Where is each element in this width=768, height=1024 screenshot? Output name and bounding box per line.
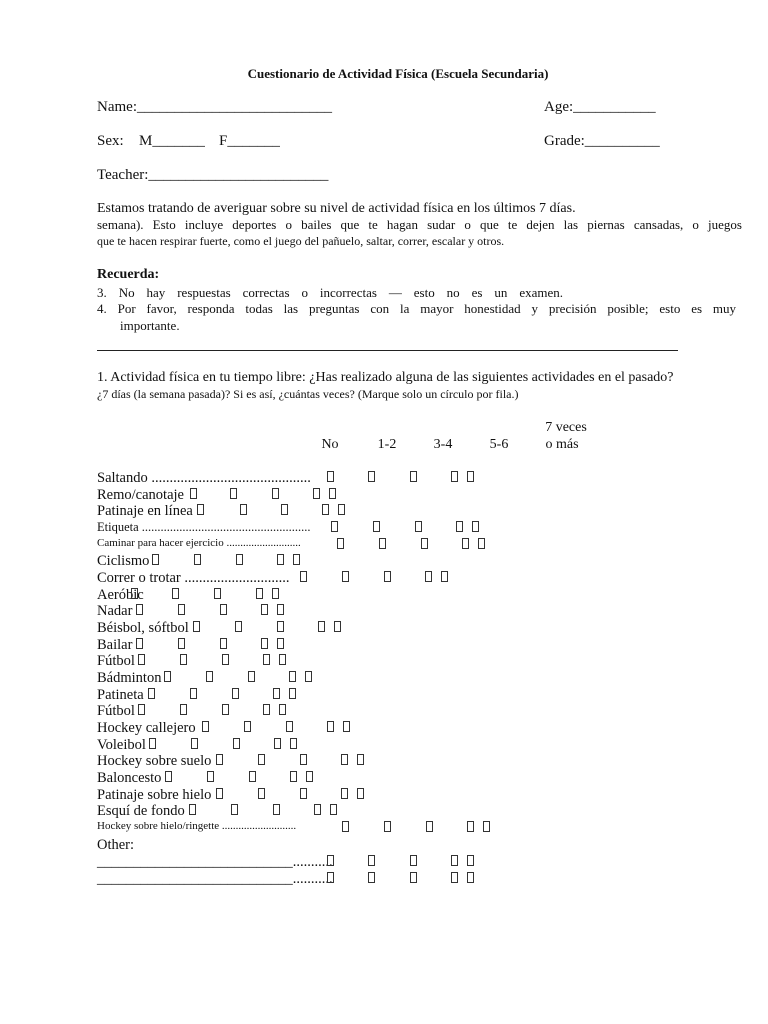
remember-heading: Recuerda: (97, 267, 160, 282)
checkbox-1-2[interactable] (258, 754, 265, 765)
checkbox-no[interactable] (138, 704, 145, 715)
activity-label: Béisbol, sóftbol (97, 620, 189, 636)
activity-label: Voleibol (97, 737, 146, 753)
sex-m-field[interactable]: M_______ (139, 133, 205, 149)
col-header-o-mas: o más (545, 437, 579, 452)
checkbox-5-6a[interactable] (289, 671, 296, 682)
activity-label: Saltando ............................................ (97, 470, 311, 486)
checkbox-3-4[interactable] (426, 821, 433, 832)
intro-line-2: semana). Esto incluye deportes o bailes que te hagan sudar o que te dejen las piernas cansadas, o juegos (97, 217, 742, 232)
intro-line-3: que te hacen respirar fuerte, como el juego del pañuelo, saltar, correr, escalar y otros. (97, 234, 505, 248)
checkbox-no[interactable] (136, 604, 143, 615)
checkbox-5-6a[interactable] (456, 521, 463, 532)
checkbox-no[interactable] (193, 621, 200, 632)
checkbox-1-2[interactable] (368, 872, 375, 883)
checkbox-5-6b[interactable] (467, 872, 474, 883)
checkbox-5-6a[interactable] (274, 738, 281, 749)
checkbox-3-4[interactable] (249, 771, 256, 782)
checkbox-3-4[interactable] (277, 621, 284, 632)
activity-label: Hockey sobre suelo (97, 753, 212, 769)
activity-label: Bailar (97, 637, 133, 653)
activity-label: ___________________________........... (97, 871, 333, 887)
checkbox-1-2[interactable] (384, 821, 391, 832)
checkbox-3-4[interactable] (410, 872, 417, 883)
checkbox-5-6b[interactable] (272, 588, 279, 599)
checkbox-3-4[interactable] (273, 804, 280, 815)
checkbox-5-6b[interactable] (478, 538, 485, 549)
checkbox-no[interactable] (165, 771, 172, 782)
checkbox-3-4[interactable] (220, 604, 227, 615)
checkbox-5-6a[interactable] (313, 488, 320, 499)
activity-label: Fútbol (97, 703, 135, 719)
checkbox-5-6b[interactable] (357, 754, 364, 765)
checkbox-no[interactable] (152, 554, 159, 565)
checkbox-no[interactable] (190, 488, 197, 499)
checkbox-1-2[interactable] (190, 688, 197, 699)
activity-label: ___________________________........... (97, 854, 333, 870)
checkbox-5-6b[interactable] (472, 521, 479, 532)
checkbox-no[interactable] (149, 738, 156, 749)
checkbox-1-2[interactable] (258, 788, 265, 799)
checkbox-no[interactable] (131, 588, 138, 599)
checkbox-no[interactable] (342, 821, 349, 832)
activity-label: Patineta (97, 687, 144, 703)
activity-label: Remo/canotaje (97, 487, 184, 503)
checkbox-3-4[interactable] (214, 588, 221, 599)
checkbox-1-2[interactable] (172, 588, 179, 599)
checkbox-no[interactable] (197, 504, 204, 515)
activity-label: Caminar para hacer ejercicio ........................... (97, 537, 301, 549)
checkbox-5-6b[interactable] (277, 638, 284, 649)
activity-label: Patinaje sobre hielo (97, 787, 212, 803)
checkbox-3-4[interactable] (281, 504, 288, 515)
checkbox-3-4[interactable] (410, 471, 417, 482)
checkbox-1-2[interactable] (342, 571, 349, 582)
activity-label: Ciclismo (97, 553, 150, 569)
remember-item-4: 4. Por favor, responda todas las preguntas con la mayor honestidad y precisión posible; esto es muy (97, 301, 736, 316)
checkbox-1-2[interactable] (178, 638, 185, 649)
checkbox-3-4[interactable] (286, 721, 293, 732)
age-field[interactable]: Age:___________ (544, 99, 656, 115)
checkbox-5-6a[interactable] (314, 804, 321, 815)
checkbox-5-6a[interactable] (341, 754, 348, 765)
checkbox-5-6b[interactable] (293, 554, 300, 565)
checkbox-5-6b[interactable] (357, 788, 364, 799)
checkbox-5-6a[interactable] (318, 621, 325, 632)
activity-label: Etiqueta ...................................................... (97, 520, 311, 534)
activity-label: Baloncesto (97, 770, 162, 786)
activity-label: Hockey sobre hielo/ringette ........................... (97, 820, 297, 832)
checkbox-no[interactable] (136, 638, 143, 649)
checkbox-5-6a[interactable] (322, 504, 329, 515)
sex-f-field[interactable]: F_______ (219, 133, 280, 149)
name-field[interactable]: Name:__________________________ (97, 99, 332, 115)
checkbox-5-6a[interactable] (261, 638, 268, 649)
activity-label: Nadar (97, 603, 133, 619)
checkbox-5-6b[interactable] (441, 571, 448, 582)
checkbox-3-4[interactable] (248, 671, 255, 682)
checkbox-5-6a[interactable] (277, 554, 284, 565)
checkbox-5-6a[interactable] (273, 688, 280, 699)
teacher-field[interactable]: Teacher:________________________ (97, 167, 329, 183)
checkbox-no[interactable] (148, 688, 155, 699)
checkbox-5-6a[interactable] (256, 588, 263, 599)
checkbox-no[interactable] (164, 671, 171, 682)
checkbox-5-6a[interactable] (451, 872, 458, 883)
checkbox-5-6b[interactable] (467, 855, 474, 866)
checkbox-5-6a[interactable] (425, 571, 432, 582)
checkbox-1-2[interactable] (379, 538, 386, 549)
checkbox-5-6a[interactable] (290, 771, 297, 782)
checkbox-1-2[interactable] (180, 704, 187, 715)
checkbox-5-6a[interactable] (327, 721, 334, 732)
intro-line-1: Estamos tratando de averiguar sobre su nivel de actividad física en los últimos 7 días. (97, 201, 576, 216)
remember-item-3: 3. No hay respuestas correctas o incorrectas — esto no es un examen. (97, 285, 563, 300)
checkbox-5-6a[interactable] (263, 704, 270, 715)
checkbox-1-2[interactable] (368, 471, 375, 482)
activity-label: Hockey callejero (97, 720, 196, 736)
checkbox-3-4[interactable] (232, 688, 239, 699)
activity-label: Fútbol (97, 653, 135, 669)
checkbox-5-6b[interactable] (338, 504, 345, 515)
checkbox-3-4[interactable] (222, 704, 229, 715)
sex-label: Sex: (97, 133, 124, 149)
checkbox-3-4[interactable] (222, 654, 229, 665)
question-1-line-2: ¿7 días (la semana pasada)? Si es así, ¿cuántas veces? (Marque solo un círculo por fila.) (97, 387, 519, 401)
checkbox-1-2[interactable] (207, 771, 214, 782)
checkbox-5-6b[interactable] (329, 488, 336, 499)
checkbox-5-6b[interactable] (343, 721, 350, 732)
checkbox-no[interactable] (337, 538, 344, 549)
checkbox-1-2[interactable] (368, 855, 375, 866)
checkbox-no[interactable] (327, 471, 334, 482)
checkbox-1-2[interactable] (206, 671, 213, 682)
activity-label: Bádminton (97, 670, 162, 686)
col-header-7-veces: 7 veces (545, 420, 587, 435)
checkbox-5-6b[interactable] (305, 671, 312, 682)
checkbox-1-2[interactable] (244, 721, 251, 732)
checkbox-3-4[interactable] (300, 788, 307, 799)
checkbox-3-4[interactable] (272, 488, 279, 499)
checkbox-no[interactable] (138, 654, 145, 665)
checkbox-5-6b[interactable] (290, 738, 297, 749)
col-header-3-4: 3-4 (433, 437, 453, 452)
checkbox-5-6b[interactable] (483, 821, 490, 832)
checkbox-1-2[interactable] (231, 804, 238, 815)
divider-line (97, 350, 678, 351)
checkbox-5-6b[interactable] (334, 621, 341, 632)
checkbox-1-2[interactable] (191, 738, 198, 749)
checkbox-5-6b[interactable] (330, 804, 337, 815)
checkbox-1-2[interactable] (240, 504, 247, 515)
checkbox-5-6b[interactable] (467, 471, 474, 482)
checkbox-5-6a[interactable] (341, 788, 348, 799)
activity-label: Patinaje en línea (97, 503, 193, 519)
activity-label: Other: (97, 837, 135, 853)
checkbox-5-6a[interactable] (462, 538, 469, 549)
checkbox-3-4[interactable] (220, 638, 227, 649)
checkbox-5-6b[interactable] (279, 704, 286, 715)
checkbox-no[interactable] (331, 521, 338, 532)
col-header-5-6: 5-6 (489, 437, 509, 452)
remember-item-4-cont: importante. (120, 318, 180, 333)
checkbox-no[interactable] (300, 571, 307, 582)
checkbox-5-6a[interactable] (467, 821, 474, 832)
checkbox-no[interactable] (216, 754, 223, 765)
activity-label: Aeróbic (97, 587, 144, 603)
checkbox-1-2[interactable] (178, 604, 185, 615)
checkbox-5-6a[interactable] (263, 654, 270, 665)
checkbox-1-2[interactable] (230, 488, 237, 499)
checkbox-3-4[interactable] (233, 738, 240, 749)
checkbox-3-4[interactable] (300, 754, 307, 765)
checkbox-5-6b[interactable] (306, 771, 313, 782)
col-header-no: No (321, 437, 339, 452)
checkbox-no[interactable] (216, 788, 223, 799)
checkbox-5-6a[interactable] (261, 604, 268, 615)
checkbox-5-6a[interactable] (451, 471, 458, 482)
col-header-1-2: 1-2 (377, 437, 397, 452)
checkbox-no[interactable] (327, 872, 334, 883)
checkbox-3-4[interactable] (384, 571, 391, 582)
checkbox-5-6b[interactable] (289, 688, 296, 699)
checkbox-5-6b[interactable] (279, 654, 286, 665)
checkbox-5-6b[interactable] (277, 604, 284, 615)
activity-label: Correr o trotar ............................. (97, 570, 290, 586)
checkbox-1-2[interactable] (194, 554, 201, 565)
checkbox-3-4[interactable] (410, 855, 417, 866)
checkbox-no[interactable] (189, 804, 196, 815)
checkbox-1-2[interactable] (180, 654, 187, 665)
grade-field[interactable]: Grade:__________ (544, 133, 660, 149)
checkbox-1-2[interactable] (373, 521, 380, 532)
checkbox-3-4[interactable] (415, 521, 422, 532)
checkbox-3-4[interactable] (421, 538, 428, 549)
checkbox-5-6a[interactable] (451, 855, 458, 866)
page-title: Cuestionario de Actividad Física (Escuela Secundaria) (247, 66, 549, 81)
checkbox-no[interactable] (327, 855, 334, 866)
activity-label: Esquí de fondo (97, 803, 185, 819)
checkbox-3-4[interactable] (236, 554, 243, 565)
checkbox-no[interactable] (202, 721, 209, 732)
question-1-line-1: 1. Actividad física en tu tiempo libre: ¿Has realizado alguna de las siguientes actividades en el pasado? (97, 370, 674, 385)
checkbox-1-2[interactable] (235, 621, 242, 632)
